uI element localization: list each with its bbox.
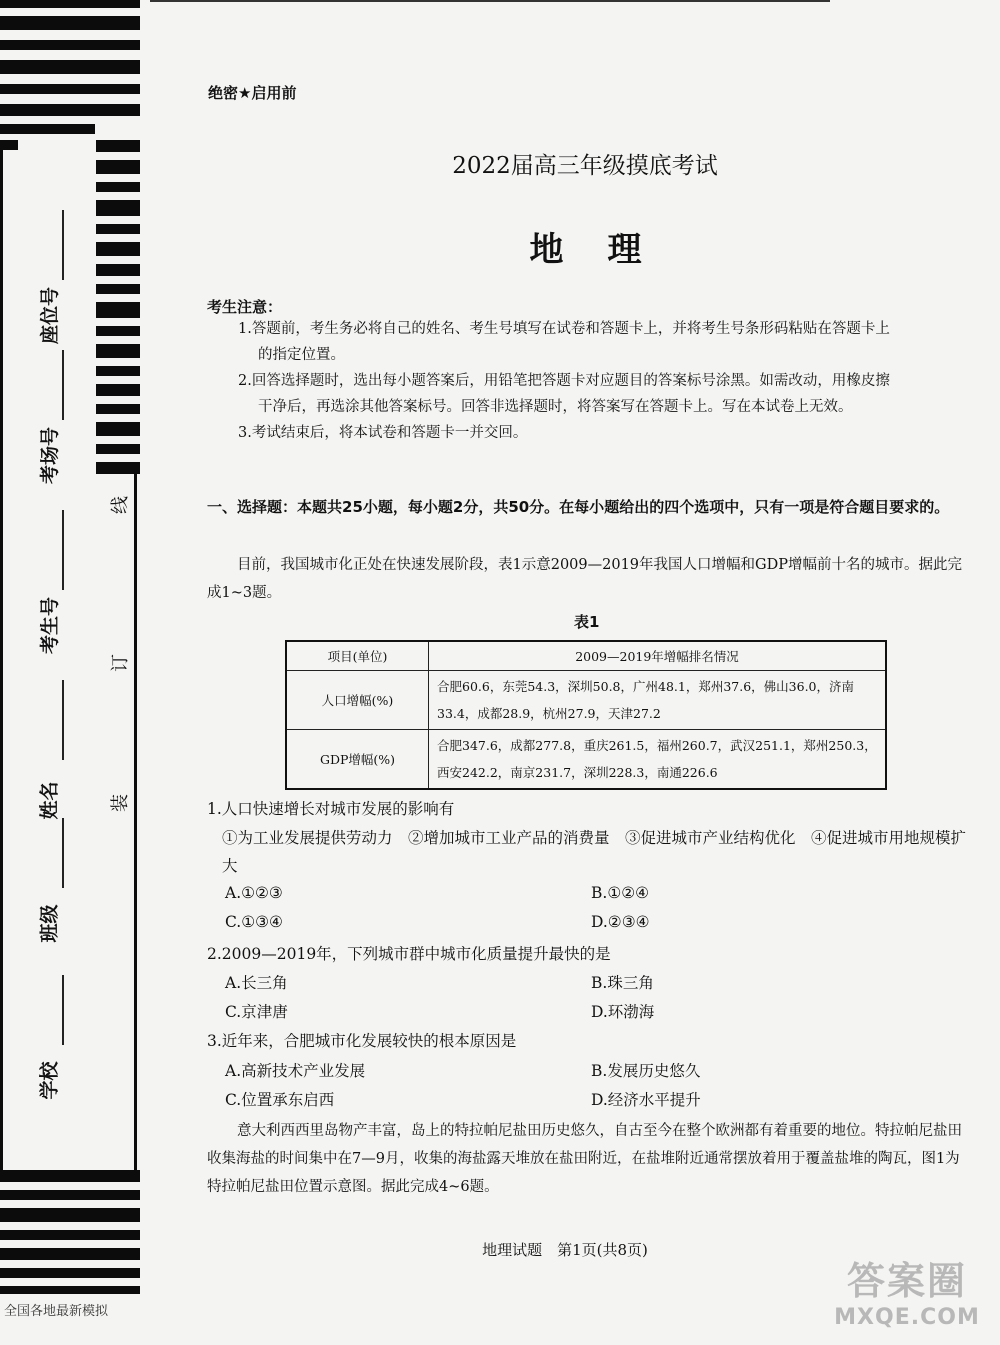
table-cell-value: 合肥347.6，成都277.8，重庆261.5，福州260.7，武汉251.1，郑州250.3，西安242.2，南京231.7，深圳228.3，南通226.6 <box>429 730 887 790</box>
top-rule <box>150 0 830 2</box>
examinee-number-underline <box>62 510 64 590</box>
page-footer: 地理试题 第1页(共8页) <box>482 1241 648 1259</box>
cut-word-xian: 线 <box>110 496 131 514</box>
question-2-option-b: B.珠三角 <box>591 974 654 992</box>
section-heading: 一、选择题：本题共25小题，每小题2分，共50分。在每小题给出的四个选项中，只有一项是符合题目要求的。 <box>207 498 950 516</box>
binding-strip <box>0 0 140 1345</box>
class-underline <box>62 818 64 888</box>
school-underline <box>62 975 64 1045</box>
data-table <box>285 640 887 790</box>
table-cell-item: 人口增幅(%) <box>286 671 429 730</box>
question-2-option-c: C.京津唐 <box>225 1003 288 1021</box>
watermark-logo-text: 答案圈 <box>846 1259 967 1303</box>
cut-word-zhuang: 装 <box>110 794 131 812</box>
field-seat-number: 座位号 <box>38 286 61 344</box>
secret-label: 绝密★启用前 <box>208 84 297 102</box>
strip-footer-text: 全国各地最新模拟 <box>4 1304 109 1319</box>
field-exam-room: 考场号 <box>38 426 61 484</box>
field-examinee-number: 考生号 <box>38 596 61 654</box>
table-cell-value: 合肥60.6，东莞54.3，深圳50.8，广州48.1，郑州37.6，佛山36.0，济南33.4，成都28.9，杭州27.9，天津27.2 <box>429 671 887 730</box>
question-1-stem: 1.人口快速增长对城市发展的影响有 <box>207 800 455 818</box>
subject-title: 地理 <box>529 230 686 270</box>
watermark-logo <box>822 1250 992 1340</box>
watermark-site-text: MXQE.COM <box>834 1305 980 1330</box>
table-header-item: 项目(单位) <box>286 641 429 671</box>
question-3-option-d: D.经济水平提升 <box>591 1091 701 1109</box>
notice-item-1: 1.答题前，考生务必将自己的姓名、考生号填写在试卷和答题卡上，并将考生号条形码粘贴在答题卡上 的指定位置。 <box>238 321 890 363</box>
intro-paragraph-1: 目前，我国城市化正处在快速发展阶段，表1示意2009—2019年我国人口增幅和GDP增幅前十名的城市。据此完成1~3题。 <box>207 557 962 601</box>
question-2-option-a: A.长三角 <box>225 974 288 992</box>
table-header-ranking: 2009—2019年增幅排名情况 <box>429 641 887 671</box>
intro-paragraph-2: 意大利西西里岛物产丰富，岛上的特拉帕尼盐田历史悠久，自古至今在整个欧洲都有着重要的地位。特拉帕尼盐田收集海盐的时间集中在7—9月，收集的海盐露天堆放在盐田附近，在盐堆附近通常摆放着用于覆盖盐堆的陶瓦，图1为特拉帕尼盐田位置示意图。据此完成4~6题。 <box>207 1123 962 1195</box>
question-3-option-b: B.发展历史悠久 <box>591 1062 701 1080</box>
question-2-stem: 2.2009—2019年，下列城市群中城市化质量提升最快的是 <box>207 945 611 963</box>
table-caption: 表1 <box>574 613 600 631</box>
table-cell-item: GDP增幅(%) <box>286 730 429 790</box>
question-1-option-c: C.①③④ <box>225 913 283 931</box>
exam-title: 2022届高三年级摸底考试 <box>452 153 718 179</box>
notice-item-3: 3.考试结束后，将本试卷和答题卡一并交回。 <box>238 425 528 441</box>
field-name: 姓名 <box>38 780 61 820</box>
question-1-option-a: A.①②③ <box>225 884 283 902</box>
question-3-stem: 3.近年来，合肥城市化发展较快的根本原因是 <box>207 1032 517 1050</box>
name-underline <box>62 680 64 760</box>
question-3-option-c: C.位置承东启西 <box>225 1091 335 1109</box>
notice-item-2: 2.回答选择题时，选出每小题答案后，用铅笔把答题卡对应题目的答案标号涂黑。如需改动，用橡皮擦 干净后，再选涂其他答案标号。回答非选择题时，将答案写在答题卡上。写在本试卷上无效。 <box>238 373 890 415</box>
field-school: 学校 <box>38 1060 61 1100</box>
question-1-option-b: B.①②④ <box>591 884 650 902</box>
question-2-option-d: D.环渤海 <box>591 1003 655 1021</box>
table-row <box>286 730 886 790</box>
question-1-option-d: D.②③④ <box>591 913 650 931</box>
exam-room-underline <box>62 350 64 420</box>
question-3-option-a: A.高新技术产业发展 <box>225 1062 366 1080</box>
question-1-statements: ①为工业发展提供劳动力 ②增加城市工业产品的消费量 ③促进城市产业结构优化 ④促进城市用地规模扩大 <box>222 829 967 875</box>
table-header-row <box>286 641 886 671</box>
table-row <box>286 671 886 730</box>
field-class: 班级 <box>38 903 61 943</box>
notice-title: 考生注意： <box>207 298 283 316</box>
cut-word-ding: 订 <box>110 654 131 672</box>
